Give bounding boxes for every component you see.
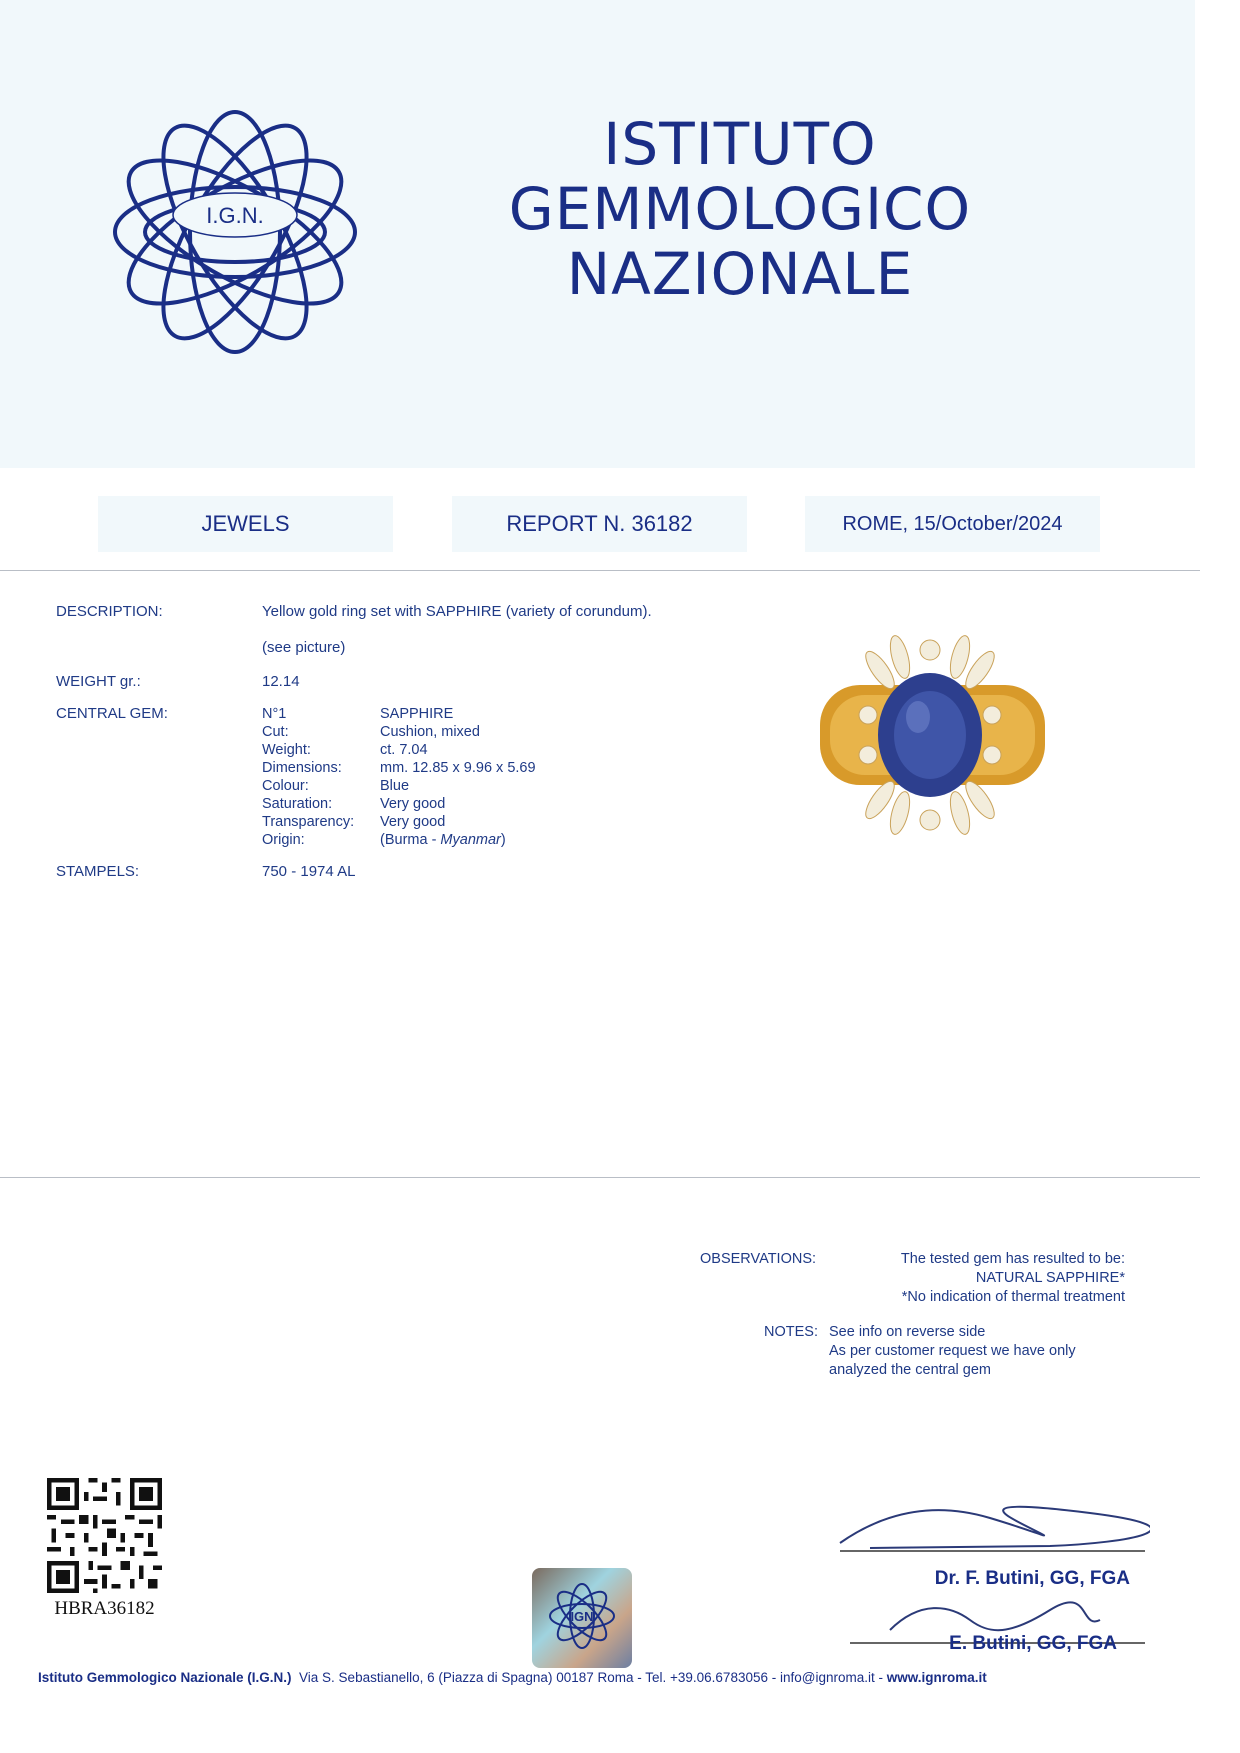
gem-row-value-origin: [380, 831, 536, 849]
hologram-text: IGN: [570, 1609, 594, 1624]
footer-org: Istituto Gemmologico Nazionale (I.G.N.): [38, 1670, 292, 1685]
gem-row-value: Very good: [380, 796, 446, 812]
gem-number: N°1: [262, 706, 287, 722]
report-number-tab: [452, 496, 747, 552]
gem-row-value: Cushion, mixed: [380, 724, 480, 740]
signature-name: E. Butini, GG, FGA: [949, 1633, 1117, 1654]
report-number: REPORT N. 36182: [506, 511, 693, 536]
title-line: ISTITUTO: [603, 110, 877, 178]
observation-line: *No indication of thermal treatment: [901, 1289, 1125, 1305]
divider-top: [0, 570, 1200, 571]
gem-row-value: Very good: [380, 814, 446, 830]
ring-photo: [820, 635, 1045, 835]
gem-values: [380, 705, 536, 849]
signature-scribble-1: [830, 1488, 1150, 1558]
place-date-tab: [805, 496, 1100, 552]
gem-name: SAPPHIRE: [380, 706, 454, 722]
divider-bottom: [0, 1177, 1200, 1178]
notes-label: NOTES:: [764, 1324, 818, 1340]
note-line: analyzed the central gem: [829, 1362, 992, 1378]
qr-code[interactable]: [47, 1478, 162, 1593]
gem-row-value: mm. 12.85 x 9.96 x 5.69: [380, 760, 536, 776]
gem-row-label: Transparency:: [262, 814, 355, 830]
institute-title: [440, 112, 1040, 307]
observation-line: NATURAL SAPPHIRE*: [975, 1270, 1125, 1286]
footer: [38, 1670, 1208, 1685]
weight-value: 12.14: [262, 673, 300, 690]
title-line: NAZIONALE: [566, 240, 914, 308]
gem-row-label: Weight:: [262, 742, 311, 758]
observations-text: [800, 1250, 1125, 1307]
observations-label: OBSERVATIONS:: [700, 1251, 817, 1267]
gem-row-label: Cut:: [262, 724, 289, 740]
title-line: GEMMOLOGICO: [508, 175, 972, 243]
gem-row-value: ct. 7.04: [380, 742, 428, 758]
note-line: As per customer request we have only: [829, 1343, 1076, 1359]
category-tab: [98, 496, 393, 552]
ign-logo: [95, 110, 375, 355]
central-gem-label: CENTRAL GEM:: [56, 705, 168, 722]
qr-code-text: HBRA36182: [54, 1598, 155, 1619]
description-value: Yellow gold ring set with SAPPHIRE (variety of corundum).: [262, 603, 652, 620]
logo-text: I.G.N.: [206, 203, 264, 228]
note-line: See info on reverse side: [829, 1324, 986, 1340]
footer-address: Via S. Sebastianello, 6 (Piazza di Spagna) 00187 Roma - Tel. +39.06.6783056 - info@ignroma.it -: [299, 1670, 887, 1685]
gem-labels: [262, 705, 354, 849]
origin-italic: Myanmar: [440, 832, 501, 848]
picture-note: (see picture): [262, 639, 346, 656]
weight-label: WEIGHT gr.:: [56, 673, 141, 690]
gem-row-label: Colour:: [262, 778, 309, 794]
stampels-label: STAMPELS:: [56, 863, 140, 880]
origin-start: (Burma -: [380, 832, 441, 848]
notes-text: [829, 1323, 1076, 1380]
footer-website[interactable]: www.ignroma.it: [886, 1670, 987, 1685]
description-label: DESCRIPTION:: [56, 603, 163, 620]
gem-row-label: Origin:: [262, 832, 305, 848]
signature-name: Dr. F. Butini, GG, FGA: [934, 1568, 1130, 1589]
stampels-value: 750 - 1974 AL: [262, 863, 356, 880]
place-date: ROME, 15/October/2024: [842, 512, 1063, 535]
hologram-seal: [532, 1568, 632, 1668]
gem-row-value: Blue: [380, 778, 410, 794]
gem-row-label: Dimensions:: [262, 760, 342, 776]
observation-line: The tested gem has resulted to be:: [900, 1251, 1125, 1267]
gem-row-label: Saturation:: [262, 796, 333, 812]
category-label: JEWELS: [201, 511, 290, 536]
origin-end: ): [500, 832, 506, 848]
